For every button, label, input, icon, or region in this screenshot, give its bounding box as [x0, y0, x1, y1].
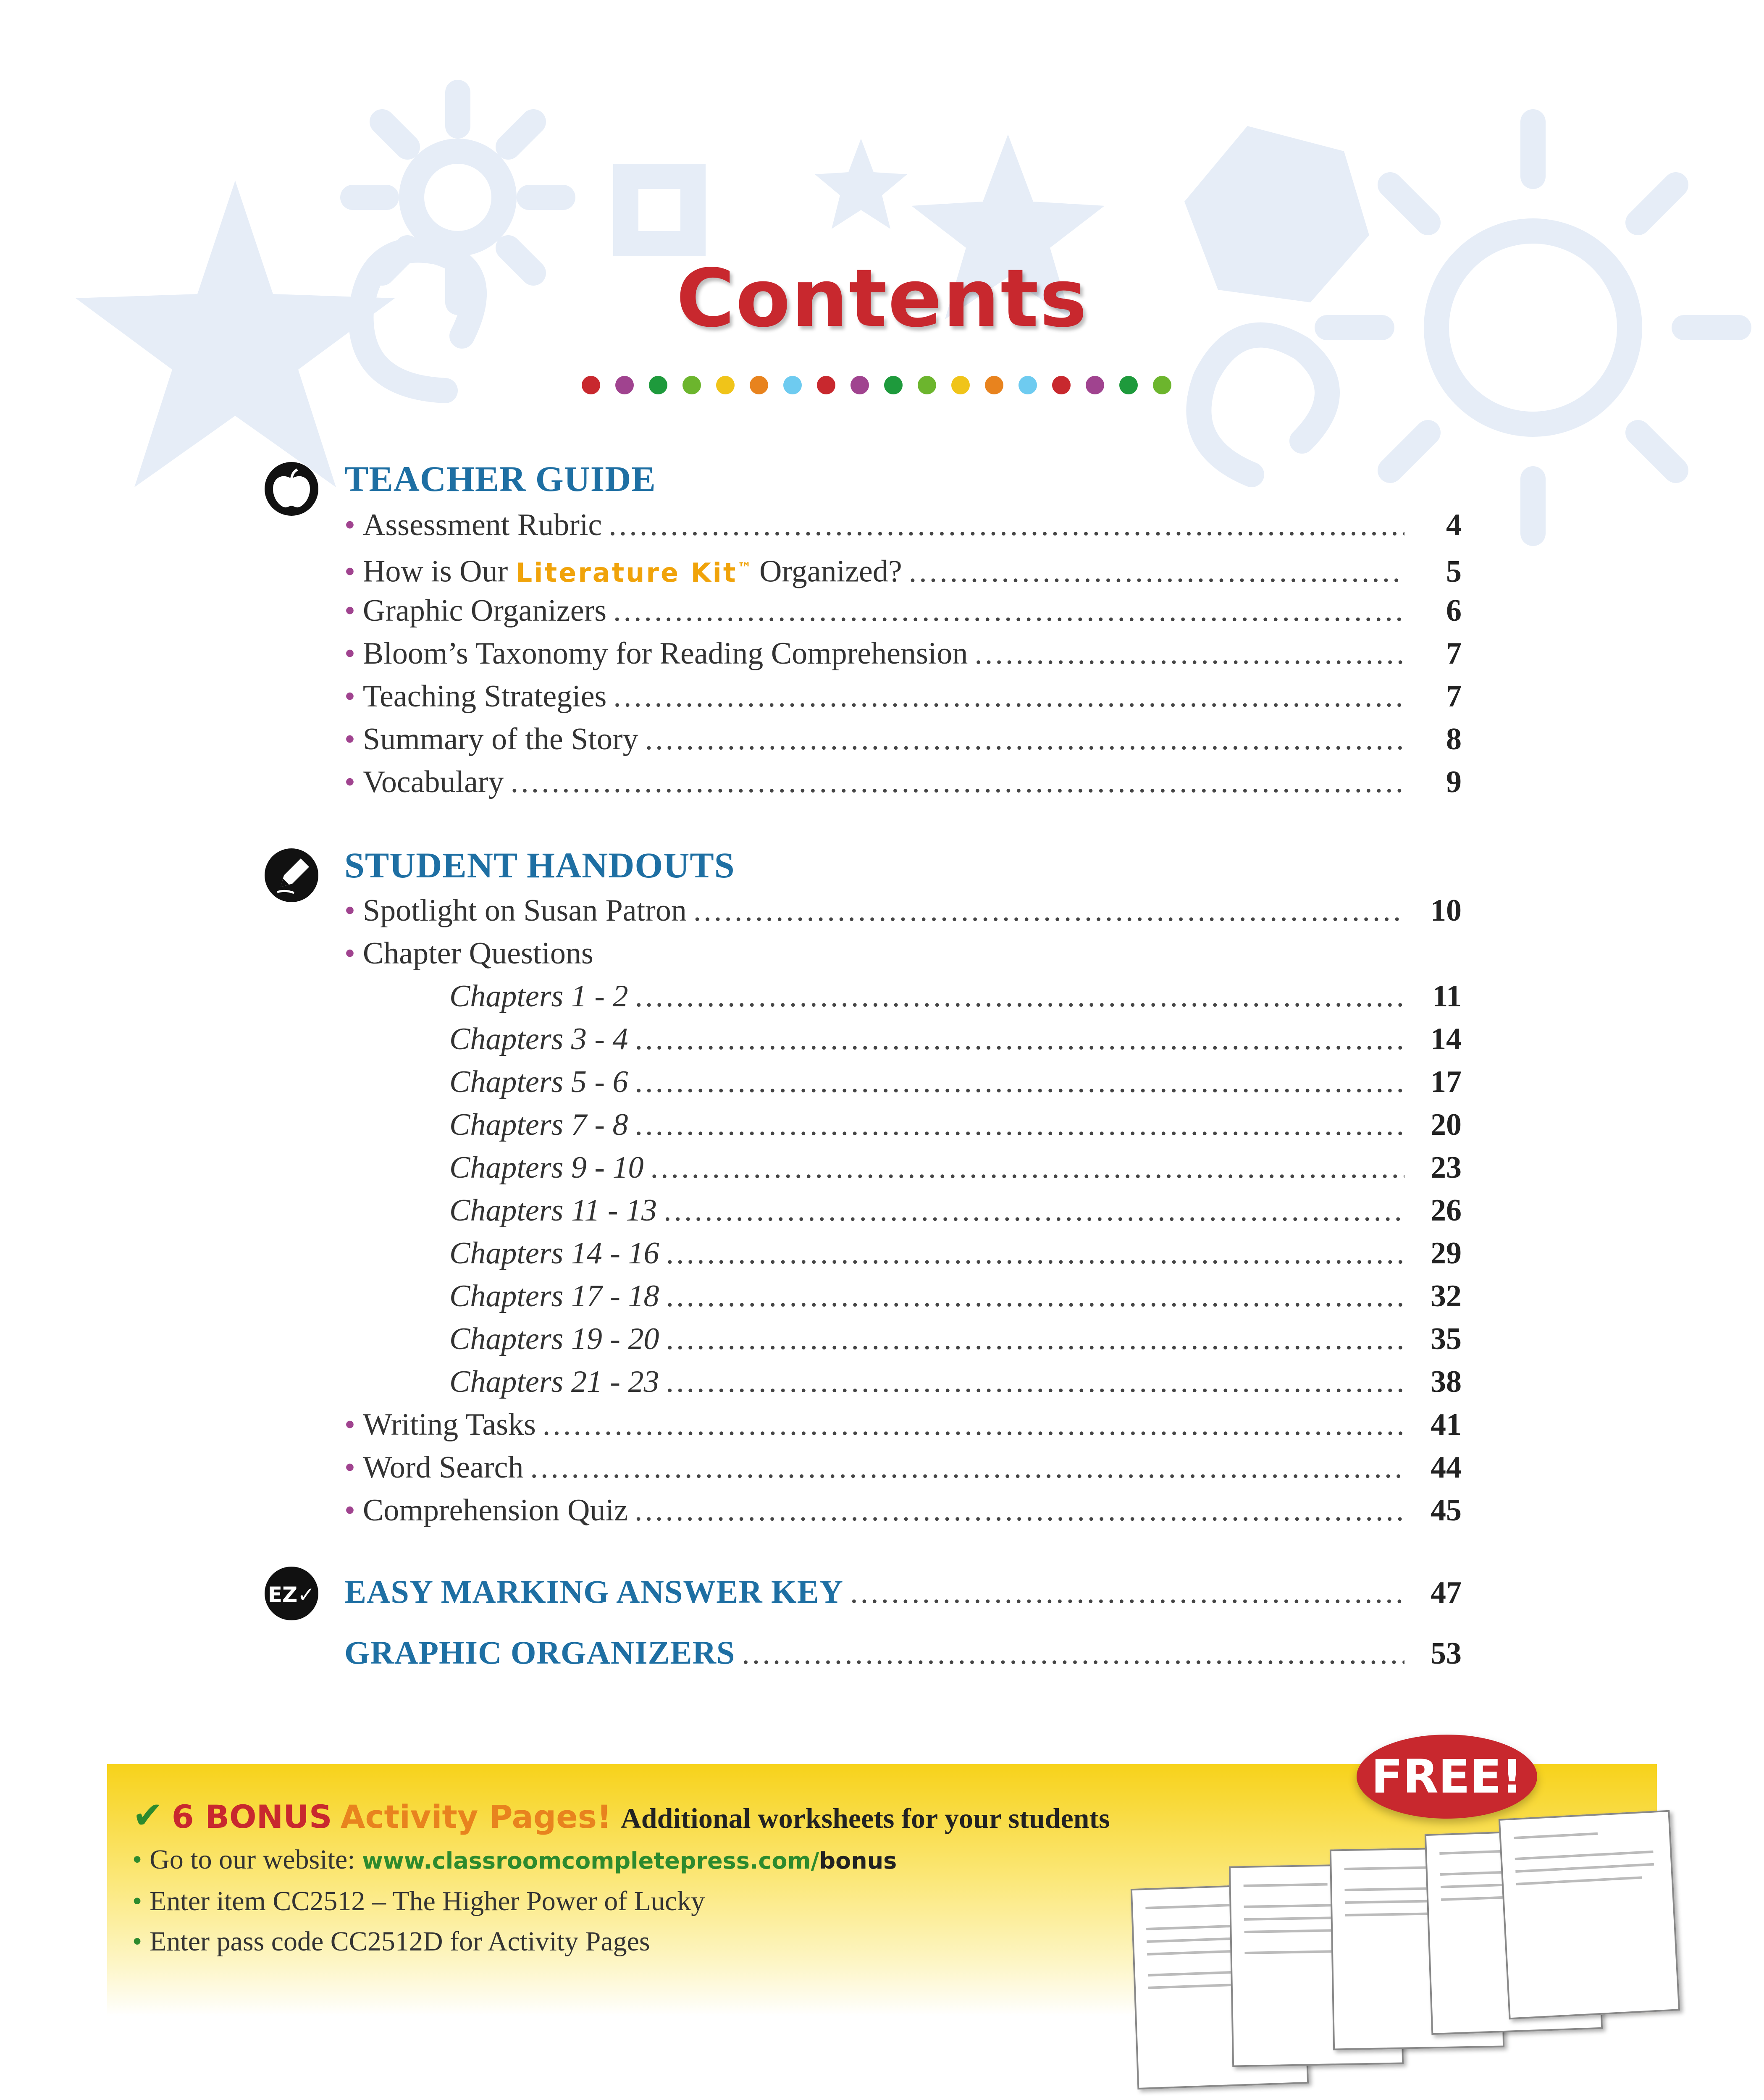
page-title: Contents	[676, 252, 1088, 345]
color-dot	[1018, 376, 1037, 394]
color-dot	[649, 376, 667, 394]
toc-row-vocabulary[interactable]: • Vocabulary ..... 9	[344, 761, 1462, 803]
toc-row-chapter[interactable]: Chapters 14 - 16 ..... 29	[344, 1232, 1462, 1274]
square-spiral-icon	[626, 176, 693, 244]
toc-row-handout[interactable]: • Comprehension Quiz ..... 45	[344, 1489, 1462, 1531]
color-dot	[1119, 376, 1138, 394]
bonus-website-line: • Go to our website: www.classroomcompletepress.com/bonus	[132, 1844, 897, 1875]
swirl-icon	[1199, 335, 1327, 475]
teacher-guide-section	[265, 458, 1483, 836]
color-dot	[1086, 376, 1104, 394]
color-dot	[716, 376, 735, 394]
bonus-url-link[interactable]: www.classroomcompletepress.com/	[362, 1848, 819, 1874]
color-dots-divider	[582, 376, 1171, 397]
toc-row-chapter[interactable]: Chapters 5 - 6 ..... 17	[344, 1061, 1462, 1103]
free-badge: FREE!	[1357, 1735, 1537, 1819]
toc-row-chapter[interactable]: Chapters 19 - 20 ..... 35	[344, 1318, 1462, 1360]
toc-row-teaching-strategies[interactable]: • Teaching Strategies ..... 7	[344, 675, 1462, 717]
color-dot	[918, 376, 936, 394]
toc-row-chapter-questions: • Chapter Questions	[344, 936, 593, 971]
toc-row-chapter[interactable]: Chapters 11 - 13 ..... 26	[344, 1189, 1462, 1231]
color-dot	[884, 376, 903, 394]
answer-key-section	[265, 1562, 1483, 1697]
toc-row-graphic-organizers-section[interactable]: GRAPHIC ORGANIZERS ..... 53	[344, 1632, 1462, 1674]
activity-page-thumbnails	[1134, 1814, 1680, 2033]
teacher-guide-heading: TEACHER GUIDE	[344, 459, 656, 499]
star-icon	[815, 139, 907, 229]
bonus-instructions	[132, 1840, 897, 1962]
student-handouts-heading: STUDENT HANDOUTS	[344, 845, 735, 885]
ez-check-icon	[265, 1567, 318, 1620]
toc-row-summary[interactable]: • Summary of the Story ..... 8	[344, 718, 1462, 760]
toc-row-assessment-rubric[interactable]: • Assessment Rubric ..... 4	[344, 504, 1462, 546]
student-handouts-section	[265, 844, 1483, 1558]
toc-row-chapter[interactable]: Chapters 21 - 23 ..... 38	[344, 1361, 1462, 1403]
color-dot	[1052, 376, 1071, 394]
pencil-icon	[265, 848, 318, 902]
bonus-headline: ✔ 6 BONUS Activity Pages! Additional worksheets for your students	[132, 1793, 1110, 1837]
color-dot	[850, 376, 869, 394]
toc-row-answer-key[interactable]: EASY MARKING ANSWER KEY ..... 47	[344, 1571, 1462, 1613]
color-dot	[985, 376, 1003, 394]
color-dot	[817, 376, 835, 394]
toc-row-handout[interactable]: • Word Search ..... 44	[344, 1446, 1462, 1488]
toc-row-graphic-organizers[interactable]: • Graphic Organizers ..... 6	[344, 590, 1462, 632]
bonus-pass-line: • Enter pass code CC2512D for Activity Pages	[132, 1926, 650, 1957]
color-dot	[682, 376, 701, 394]
toc-row-chapter[interactable]: Chapters 9 - 10 ..... 23	[344, 1147, 1462, 1189]
toc-row-chapter[interactable]: Chapters 17 - 18 ..... 32	[344, 1275, 1462, 1317]
toc-row-literature-kit[interactable]: • How is Our Literature Kit™ Organized? ..... 5	[344, 547, 1462, 589]
apple-icon	[265, 462, 318, 516]
svg-text:EZ✓: EZ✓	[268, 1583, 315, 1607]
color-dot	[750, 376, 768, 394]
color-dot	[951, 376, 970, 394]
color-dot	[783, 376, 802, 394]
color-dot	[1153, 376, 1171, 394]
literature-kit-brand: Literature Kit™	[515, 557, 752, 588]
toc-row-chapter[interactable]: Chapters 1 - 2 ..... 11	[344, 975, 1462, 1017]
toc-row-handout[interactable]: • Writing Tasks ..... 41	[344, 1404, 1462, 1446]
bonus-item-line: • Enter item CC2512 – The Higher Power of Lucky	[132, 1886, 705, 1916]
toc-row-blooms-taxonomy[interactable]: • Bloom’s Taxonomy for Reading Comprehension ..... 7	[344, 633, 1462, 675]
toc-row-chapter[interactable]: Chapters 7 - 8 ..... 20	[344, 1104, 1462, 1146]
check-icon: ✔	[132, 1793, 163, 1837]
color-dot	[582, 376, 600, 394]
worksheet-thumbnail	[1499, 1810, 1680, 2020]
toc-row-spotlight[interactable]: • Spotlight on Susan Patron ..... 10	[344, 890, 1462, 932]
color-dot	[615, 376, 634, 394]
toc-row-chapter[interactable]: Chapters 3 - 4 ..... 14	[344, 1018, 1462, 1060]
